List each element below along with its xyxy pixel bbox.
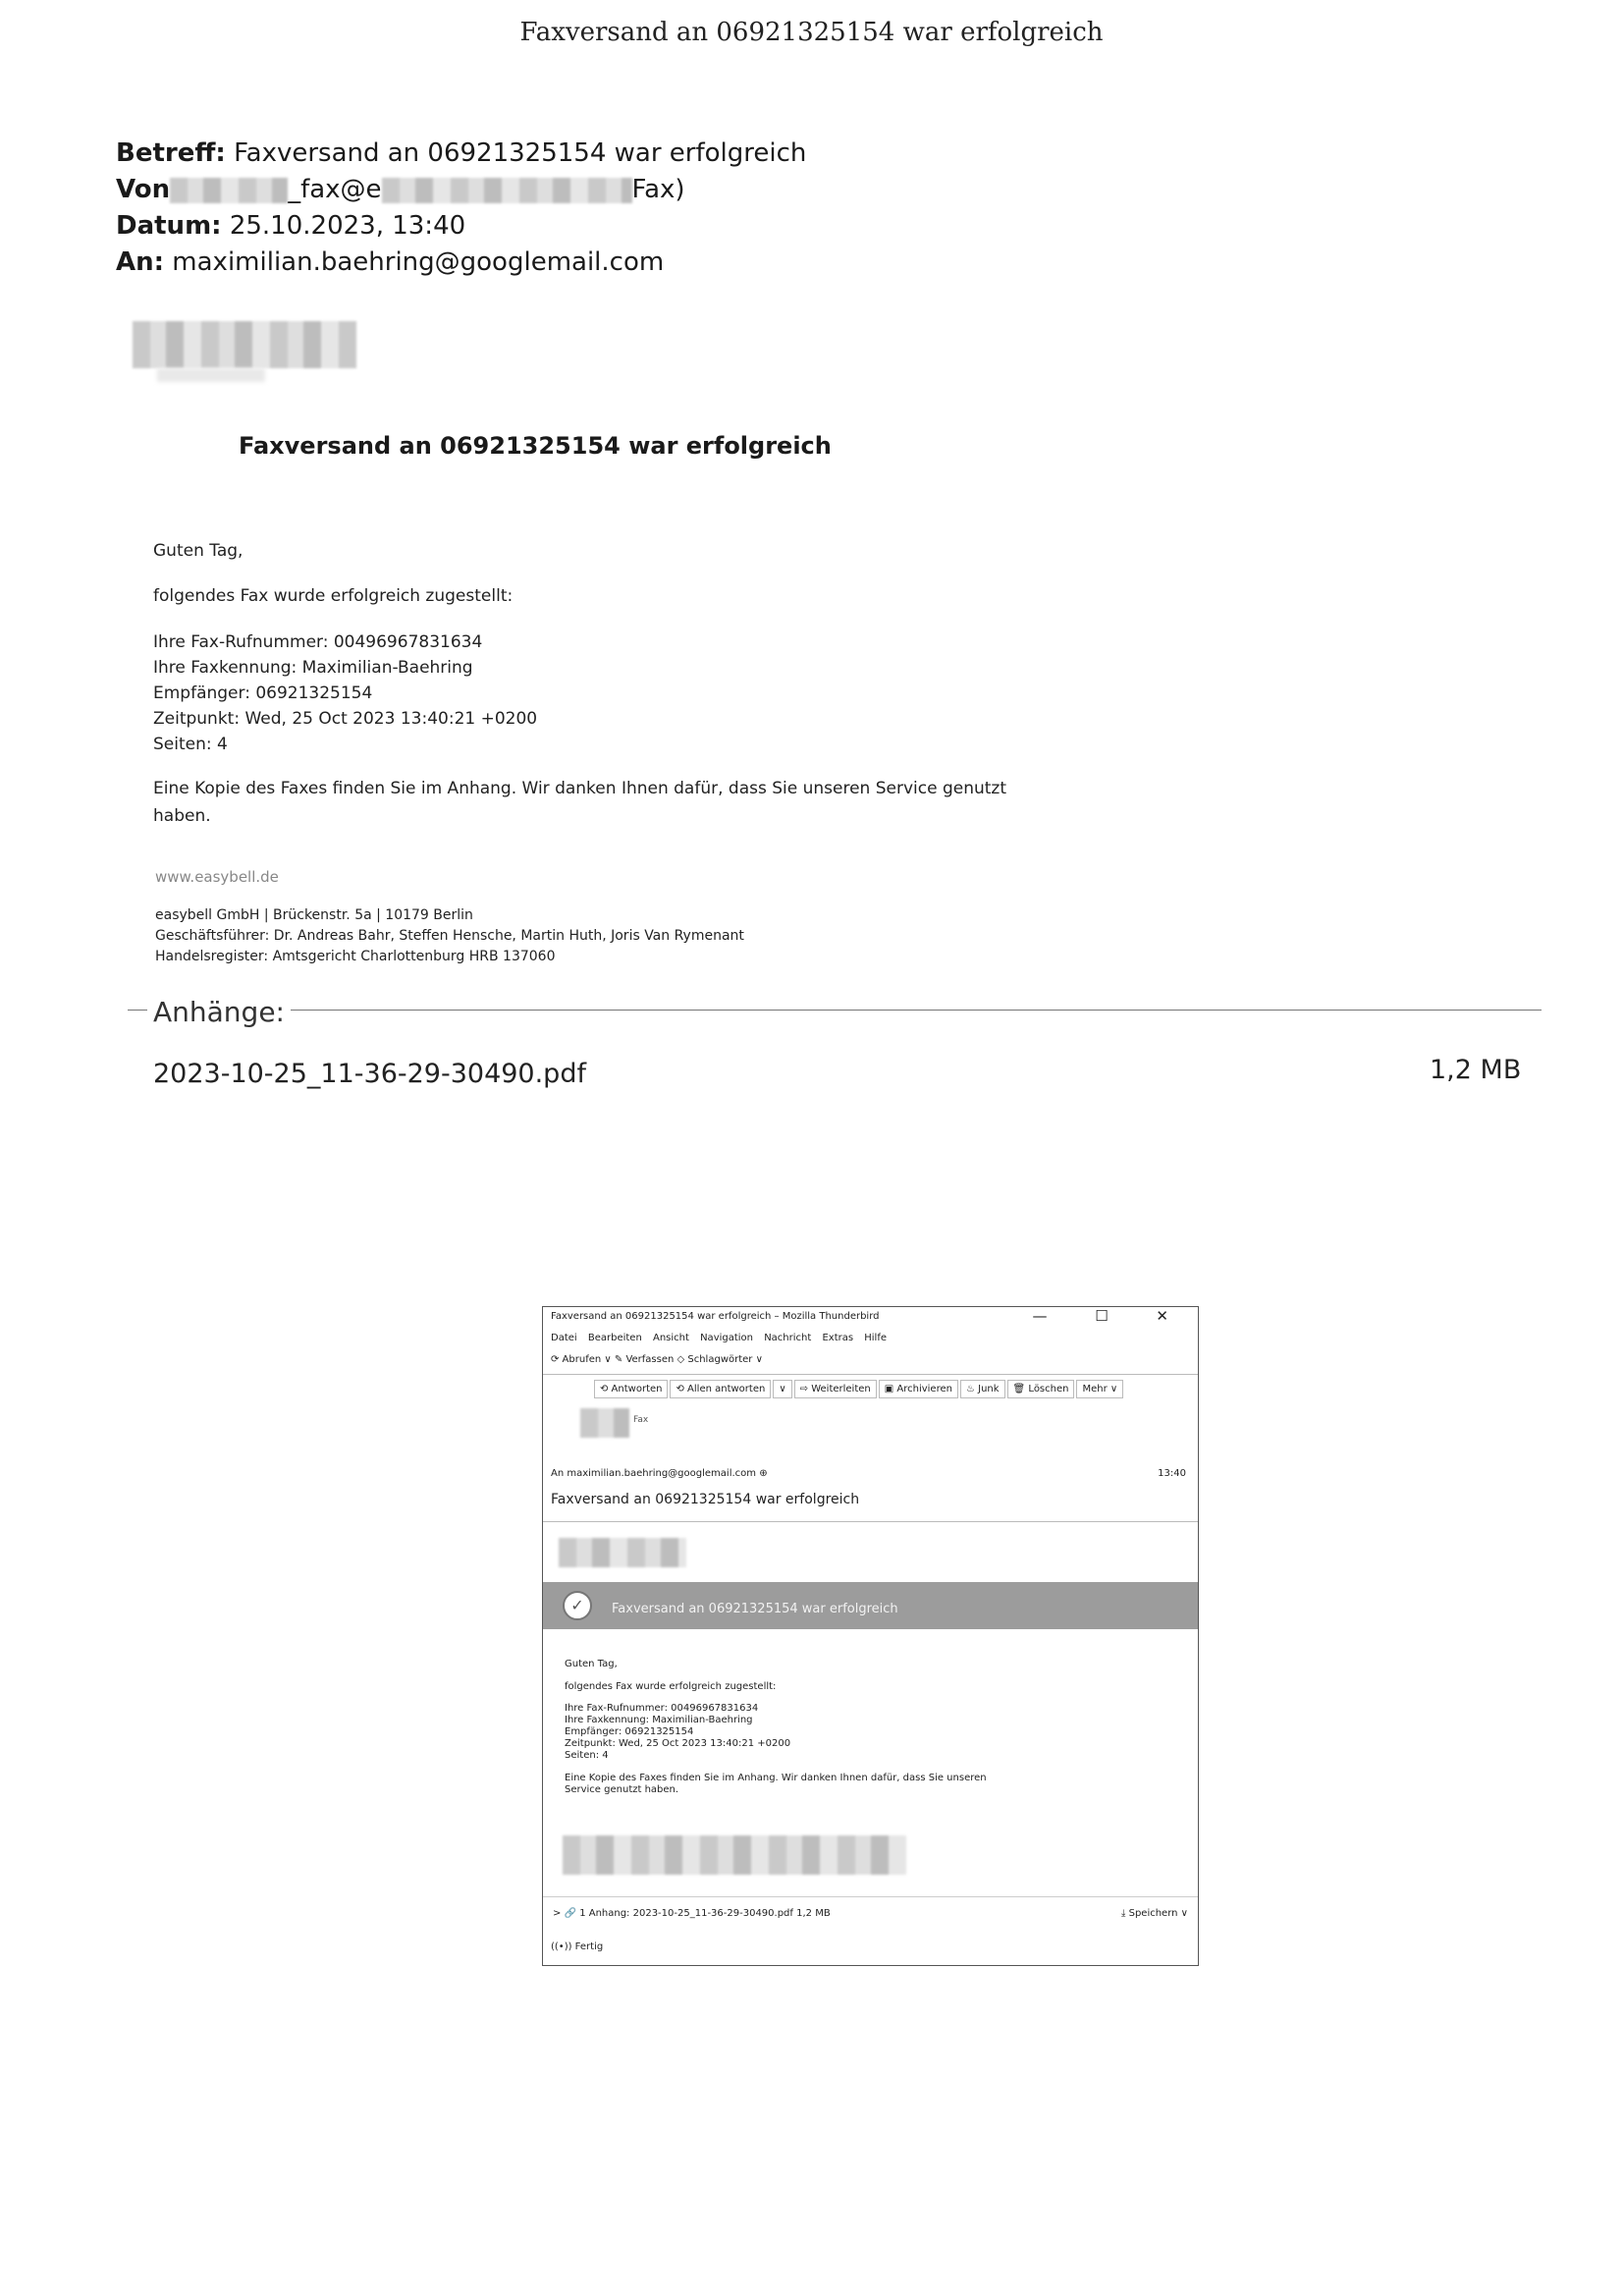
from-value-part1: _fax@e <box>288 175 382 204</box>
footer-line: easybell GmbH | Brückenstr. 5a | 10179 Berlin <box>155 907 473 923</box>
from-value-part2: Fax) <box>631 175 685 204</box>
redacted-logo-shadow <box>157 368 265 382</box>
detail-line: Ihre Fax-Rufnummer: 00496967831634 <box>153 632 483 652</box>
status-bar: ((•)) Fertig <box>551 1941 604 1952</box>
reply-all-dropdown: ∨ <box>773 1380 791 1398</box>
window-buttons: — ☐ ✕ <box>1032 1307 1190 1325</box>
from-label: Von <box>116 175 171 204</box>
website-link[interactable]: www.easybell.de <box>155 868 279 886</box>
redacted-block <box>382 178 632 203</box>
attachment-file-size: 1,2 MB <box>1430 1055 1522 1085</box>
save-button: ⤓ Speichern ∨ <box>1121 1908 1188 1919</box>
toolbar: ⟳ Abrufen ∨ ✎ Verfassen ◇ Schlagwörter ∨ <box>551 1354 763 1365</box>
window-title: Faxversand an 06921325154 war erfolgreich – Mozilla Thunderbird <box>551 1311 880 1322</box>
body-detail: Zeitpunkt: Wed, 25 Oct 2023 13:40:21 +0200 <box>565 1738 791 1749</box>
detail-line: Seiten: 4 <box>153 735 228 754</box>
body-intro: folgendes Fax wurde erfolgreich zugestellt: <box>565 1681 777 1692</box>
to-value: maximilian.baehring@googlemail.com <box>172 247 665 277</box>
subject-value: Faxversand an 06921325154 war erfolgreich <box>234 138 807 168</box>
intro: folgendes Fax wurde erfolgreich zugestellt: <box>153 586 514 606</box>
redacted-sender <box>580 1408 629 1438</box>
body-detail: Ihre Faxkennung: Maximilian-Baehring <box>565 1715 753 1725</box>
footer-line: Handelsregister: Amtsgericht Charlottenburg HRB 137060 <box>155 949 556 964</box>
more-button: Mehr ∨ <box>1076 1380 1123 1398</box>
detail-line: Ihre Faxkennung: Maximilian-Baehring <box>153 658 473 678</box>
detail-line: Zeitpunkt: Wed, 25 Oct 2023 13:40:21 +0200 <box>153 709 538 729</box>
date-value: 25.10.2023, 13:40 <box>229 211 466 241</box>
attachment-file-name[interactable]: 2023-10-25_11-36-29-30490.pdf <box>153 1059 586 1089</box>
closing-line: Eine Kopie des Faxes finden Sie im Anhang. Wir danken Ihnen dafür, dass Sie unseren Service genutzt <box>153 779 1007 798</box>
reply-all-button: ⟲ Allen antworten <box>670 1380 771 1398</box>
action-bar <box>594 1380 1125 1403</box>
from-line <box>116 172 685 208</box>
date-label: Datum: <box>116 211 222 241</box>
subject-label: Betreff: <box>116 138 226 168</box>
archive-button: ▣ Archivieren <box>879 1380 958 1398</box>
divider <box>543 1374 1198 1375</box>
body-detail: Empfänger: 06921325154 <box>565 1726 694 1737</box>
redacted-logo <box>133 321 356 368</box>
greeting: Guten Tag, <box>153 541 243 561</box>
reply-button: ⟲ Antworten <box>594 1380 668 1398</box>
divider <box>543 1521 1198 1522</box>
subject-line <box>116 136 806 172</box>
delete-button: 🗑 Löschen <box>1007 1380 1075 1398</box>
redacted-logo <box>559 1538 686 1567</box>
redacted-block <box>170 178 288 203</box>
to-line: An maximilian.baehring@googlemail.com ⊕ <box>551 1468 768 1479</box>
to-line <box>116 245 664 281</box>
body-greeting: Guten Tag, <box>565 1659 618 1669</box>
menu-bar: Datei Bearbeiten Ansicht Navigation Nachricht Extras Hilfe <box>551 1333 887 1343</box>
banner-text: Faxversand an 06921325154 war erfolgreich <box>612 1602 898 1616</box>
attachments-divider <box>128 1010 1542 1011</box>
redacted-footer <box>563 1835 906 1875</box>
divider <box>543 1896 1198 1897</box>
body-closing: Service genutzt haben. <box>565 1784 679 1795</box>
to-label: An: <box>116 247 165 277</box>
closing-line: haben. <box>153 806 211 826</box>
subject: Faxversand an 06921325154 war erfolgreich <box>551 1492 860 1507</box>
check-icon: ✓ <box>563 1591 592 1620</box>
junk-button: ♨ Junk <box>960 1380 1005 1398</box>
forward-button: ⇨ Weiterleiten <box>794 1380 877 1398</box>
body-closing: Eine Kopie des Faxes finden Sie im Anhang. Wir danken Ihnen dafür, dass Sie unseren <box>565 1773 987 1783</box>
message-title: Faxversand an 06921325154 war erfolgreich <box>239 432 832 460</box>
time: 13:40 <box>1158 1468 1186 1479</box>
detail-line: Empfänger: 06921325154 <box>153 683 373 703</box>
attachment-line: > 🔗 1 Anhang: 2023-10-25_11-36-29-30490.pdf 1,2 MB <box>553 1908 831 1919</box>
body-detail: Seiten: 4 <box>565 1750 609 1761</box>
page-title: Faxversand an 06921325154 war erfolgreich <box>519 18 1104 47</box>
body-detail: Ihre Fax-Rufnummer: 00496967831634 <box>565 1703 759 1714</box>
from-line: Fax <box>633 1415 649 1425</box>
thunderbird-screenshot <box>542 1306 1199 1966</box>
attachments-label: Anhänge: <box>147 996 291 1028</box>
footer-line: Geschäftsführer: Dr. Andreas Bahr, Steffen Hensche, Martin Huth, Joris Van Rymenant <box>155 928 744 944</box>
date-line <box>116 208 465 245</box>
